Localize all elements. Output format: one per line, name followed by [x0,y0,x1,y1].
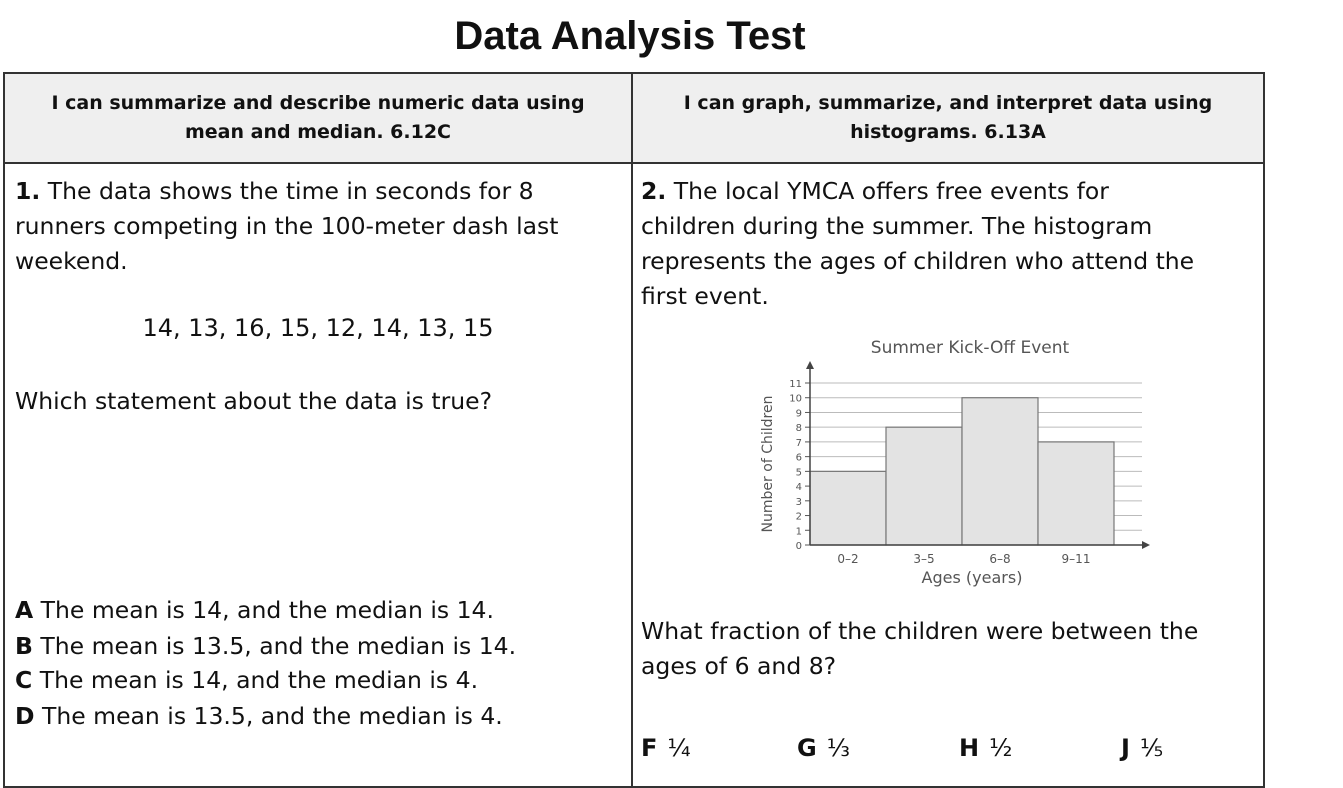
data-values: 14, 13, 16, 15, 12, 14, 13, 15 [142,314,494,342]
question-1-prompt: Which statement about the data is true? [15,387,493,415]
answer-c[interactable] [15,666,478,694]
question-2-number: 2. [641,177,667,205]
choice-letter: G [797,734,817,762]
right-header-line1: I can graph, summarize, and interpret data using [683,92,1213,114]
question-2-line3: represents the ages of children who attend the [641,247,1195,275]
header-divider [5,162,1263,164]
x-tick-label: 0–2 [837,552,859,566]
right-header-line2: histograms. 6.13A [850,121,1046,143]
choice-j[interactable] [1121,734,1163,762]
left-header [5,74,631,162]
y-tick-label: 6 [795,452,802,464]
question-2-prompt-line1: What fraction of the children were between the [641,617,1199,645]
left-header-line1: I can summarize and describe numeric data using [51,92,585,114]
histogram-chart [750,329,1170,594]
answer-letter: D [15,702,35,730]
bar-6–8 [962,398,1038,545]
choice-text: ¼ [667,734,691,762]
answer-a[interactable] [15,596,494,624]
answer-letter: B [15,632,33,660]
y-tick-label: 8 [795,423,802,435]
answer-letter: A [15,596,34,624]
answer-text: The mean is 14, and the median is 14. [40,596,494,624]
column-divider [631,74,633,786]
choice-letter: H [959,734,980,762]
y-tick-label: 2 [795,511,802,523]
x-axis-arrow [1142,541,1150,549]
choice-f[interactable] [641,734,691,762]
chart-title: Summer Kick-Off Event [870,338,1070,358]
choice-g[interactable] [797,734,850,762]
question-2-line1: The local YMCA offers free events for [673,177,1109,205]
choice-h[interactable] [959,734,1012,762]
left-header-line2: mean and median. 6.12C [184,121,451,143]
y-tick-label: 9 [795,408,802,420]
question-1-line2: runners competing in the 100-meter dash last [15,212,559,240]
choice-text: ⅕ [1139,734,1164,762]
right-header [633,74,1263,162]
choice-letter: J [1121,734,1130,762]
question-2-line2: children during the summer. The histogram [641,212,1153,240]
bar-3–5 [886,427,962,545]
x-tick-label: 6–8 [989,552,1011,566]
y-tick-label: 7 [795,437,802,449]
answer-b[interactable] [15,632,516,660]
chart-y-label: Number of Children [760,395,776,533]
y-tick-label: 3 [795,496,802,508]
question-2-line4: first event. [641,282,769,310]
page-title: Data Analysis Test [454,14,806,58]
question-2-prompt [641,614,1198,684]
question-1-line1: The data shows the time in seconds for 8 [47,177,534,205]
choice-text: ½ [989,734,1013,762]
question-1-number: 1. [15,177,41,205]
y-axis-arrow [806,361,814,369]
choice-text: ⅓ [826,734,850,762]
bar-9–11 [1038,442,1114,545]
x-tick-label: 3–5 [913,552,935,566]
test-table [3,72,1265,788]
y-tick-label: 1 [795,526,802,538]
y-tick-label: 5 [795,467,802,479]
answer-text: The mean is 14, and the median is 4. [39,666,479,694]
y-tick-label: 10 [789,393,802,405]
y-tick-label: 0 [795,541,802,552]
answer-d[interactable] [15,702,503,730]
y-tick-label: 11 [789,379,802,390]
chart-x-label: Ages (years) [921,568,1023,587]
question-2-prompt-line2: ages of 6 and 8? [641,652,837,680]
question-1-line3: weekend. [15,247,128,275]
answer-text: The mean is 13.5, and the median is 4. [42,702,503,730]
bar-0–2 [810,471,886,545]
answer-text: The mean is 13.5, and the median is 14. [40,632,517,660]
answer-letter: C [15,666,33,694]
y-tick-label: 4 [795,482,802,494]
choice-letter: F [641,734,658,762]
x-tick-label: 9–11 [1061,552,1091,566]
question-2-text [641,174,1194,314]
question-1-text [15,174,559,279]
